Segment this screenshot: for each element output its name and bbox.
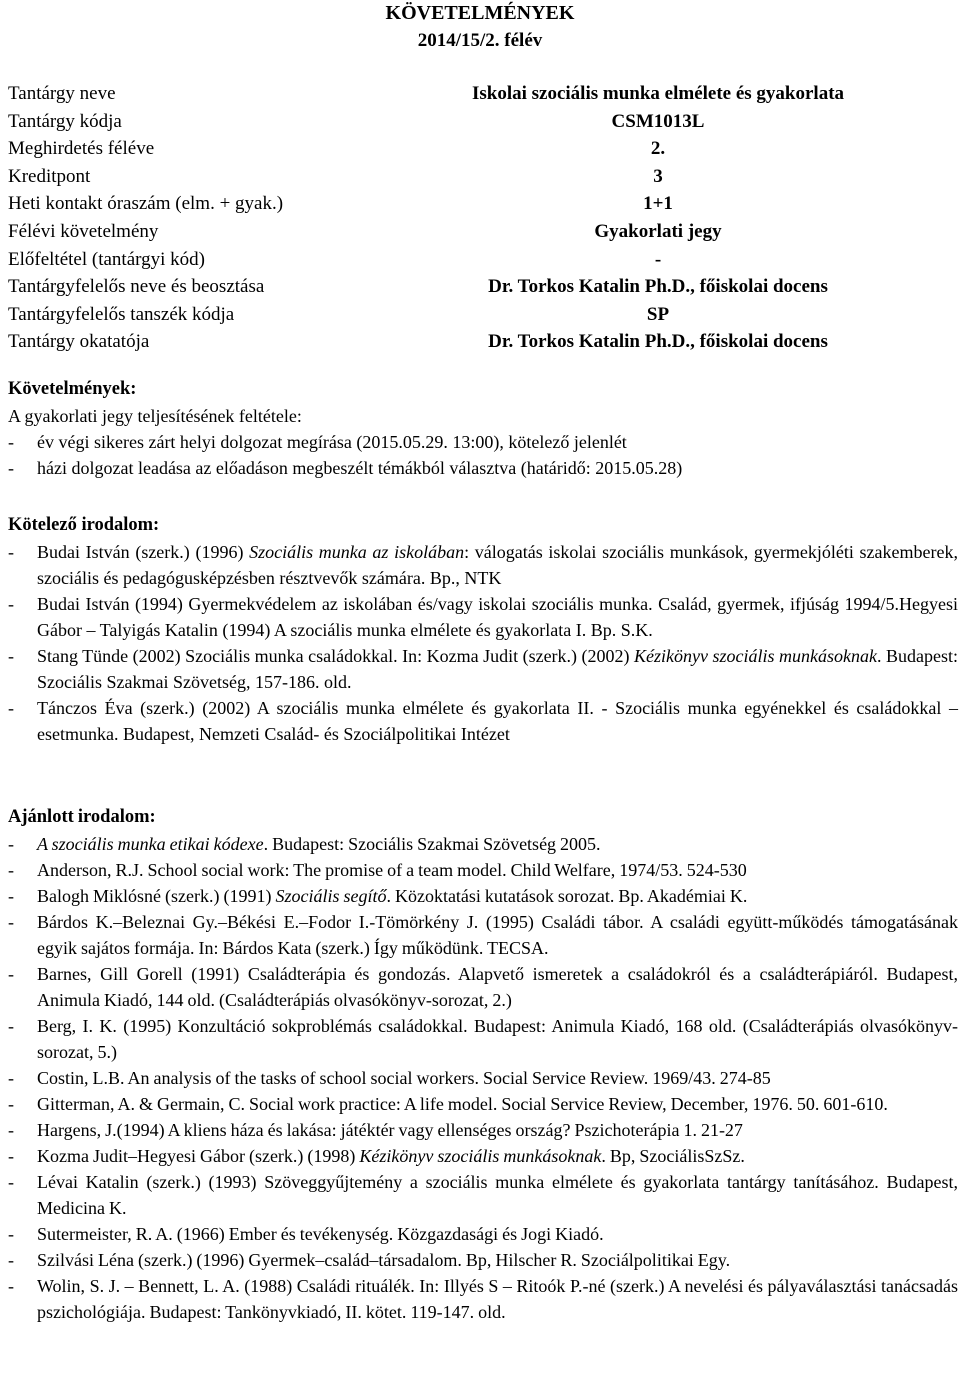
info-label: Meghirdetés féléve: [8, 138, 155, 160]
info-row-course-name: [8, 80, 958, 108]
list-item: - Hargens, J.(1994) A kliens háza és lakása: játéktér vagy ellenséges ország? Pszichoterápia 1. 21-27: [8, 1117, 958, 1143]
info-value: -: [654, 248, 662, 270]
list-item: - Bárdos K.–Beleznai Gy.–Békési E.–Fodor I.-Tömörkény J. (1995) Családi tábor. A családi együtt-működés támogatásának egyik sajátos formája. In: Bárdos Kata (szerk.) Így működünk. TECSA.: [8, 909, 958, 961]
list-item: - A szociális munka etikai kódexe. Budapest: Szociális Szakmai Szövetség 2005.: [8, 831, 958, 857]
list-item: - Berg, I. K. (1995) Konzultáció sokproblémás családokkal. Budapest: Animula Kiadó, 168 old. (Családterápiás olvasókönyv-sorozat, 5.): [8, 1013, 958, 1065]
info-label: Tantárgyfelelős tanszék kódja: [8, 303, 235, 325]
info-row-requirement: [8, 218, 958, 246]
list-item: - Lévai Katalin (szerk.) (1993) Szöveggyűjtemény a szociális munka elmélete és gyakorlata tantárgy tanításához. Budapest, Medicina K.: [8, 1169, 958, 1221]
document-title: KÖVETELMÉNYEK: [385, 2, 575, 24]
list-item: - Budai István (szerk.) (1996) Szociális munka az iskolában: válogatás iskolai szociális munkások, gyermekjóléti szakemberek, szociális és pedagógusképzésben résztvevők számára. Bp., NTK: [8, 539, 958, 591]
info-label: Félévi követelmény: [8, 220, 159, 242]
info-label: Tantárgy okatatója: [8, 331, 150, 353]
list-item: - Costin, L.B. An analysis of the tasks of school social workers. Social Service Review. 1969/43. 274-85: [8, 1065, 958, 1091]
info-row-responsible: [8, 273, 958, 301]
info-label: Tantárgy neve: [8, 83, 116, 104]
list-item: - Tánczos Éva (szerk.) (2002) A szociális munka elmélete és gyakorlata II. - Szociális munka egyénekkel és családokkal – esetmunka. Budapest, Nemzeti Család- és Szociálpolitikai Intézet: [8, 695, 958, 747]
list-item: - Kozma Judit–Hegyesi Gábor (szerk.) (1998) Kézikönyv szociális munkásoknak. Bp, SzociálisSzSz.: [8, 1143, 958, 1169]
info-value: 1+1: [643, 193, 673, 215]
mandatory-literature-section: [8, 512, 958, 747]
semester-label: 2014/15/2. félév: [417, 30, 543, 51]
recommended-list: [8, 831, 958, 1325]
list-item: - Wolin, S. J. – Bennett, L. A. (1988) Családi rituálék. In: Illyés S – Ritoók P.-né (szerk.) A nevelési és pályaválasztási tanácsadás pszichológiája. Budapest: Tankönyvkiadó, II. kötet. 119-147. old.: [8, 1273, 958, 1325]
course-info-table: [8, 80, 958, 356]
list-item: - házi dolgozat leadása az előadáson megbeszélt témákból választva (határidő: 2015.05.28): [8, 455, 958, 481]
info-label: Tantárgyfelelős neve és beosztása: [8, 276, 265, 298]
info-label: Előfeltétel (tantárgyi kód): [8, 248, 205, 270]
info-row-credits: [8, 163, 958, 191]
list-item: - év végi sikeres zárt helyi dolgozat megírása (2015.05.29. 13:00), kötelező jelenlét: [8, 429, 958, 455]
recommended-heading: Ajánlott irodalom:: [8, 807, 156, 827]
list-item: - Budai István (1994) Gyermekvédelem az iskolában és/vagy iskolai szociális munka. Család, gyermek, ifjúság 1994/5.Hegyesi Gábor – Talyigás Katalin (1994) A szociális munka elmélete és gyakorlata I. Bp. S.K.: [8, 591, 958, 643]
info-value: Gyakorlati jegy: [594, 220, 722, 242]
list-item: - Stang Tünde (2002) Szociális munka családokkal. In: Kozma Judit (szerk.) (2002) Kézikönyv szociális munkásoknak. Budapest: Szociális Szakmai Szövetség, 157-186. old.: [8, 643, 958, 695]
list-item: - Balogh Miklósné (szerk.) (1991) Szociális segítő. Közoktatási kutatások sorozat. Bp. Akadémiai K.: [8, 883, 958, 909]
info-label: Kreditpont: [8, 165, 91, 187]
list-item: - Gitterman, A. & Germain, C. Social work practice: A life model. Social Service Review, December, 1976. 50. 601-610.: [8, 1091, 958, 1117]
info-value: 3: [653, 165, 663, 187]
info-value: 2.: [650, 138, 666, 160]
info-value: CSM1013L: [611, 110, 705, 132]
info-value: Iskolai szociális munka elmélete és gyakorlata: [471, 83, 845, 104]
list-item: - Anderson, R.J. School social work: The promise of a team model. Child Welfare, 1974/53. 524-530: [8, 857, 958, 883]
mandatory-list: [8, 539, 958, 747]
requirements-list: [8, 429, 958, 481]
info-row-prerequisite: [8, 246, 958, 274]
list-item: - Sutermeister, R. A. (1966) Ember és tevékenység. Közgazdasági és Jogi Kiadó.: [8, 1221, 958, 1247]
requirements-section: [8, 376, 958, 481]
info-label: Heti kontakt óraszám (elm. + gyak.): [8, 193, 284, 215]
requirements-intro: A gyakorlati jegy teljesítésének feltétele:: [8, 406, 302, 426]
requirements-heading: Követelmények:: [8, 379, 137, 399]
info-row-semester: [8, 135, 958, 163]
info-value: Dr. Torkos Katalin Ph.D., főiskolai docens: [488, 276, 828, 298]
recommended-literature-section: [8, 804, 958, 1325]
list-item: - Barnes, Gill Gorell (1991) Családterápia és gondozás. Alapvető ismeretek a családokról és a családterápiáról. Budapest, Animula Kiadó, 144 old. (Családterápiás olvasókönyv-sorozat, 2.): [8, 961, 958, 1013]
info-row-department: [8, 301, 958, 329]
list-item: - Szilvási Léna (szerk.) (1996) Gyermek–család–társadalom. Bp, Hilscher R. Szociálpolitikai Egy.: [8, 1247, 958, 1273]
info-row-course-code: [8, 108, 958, 136]
info-row-instructor: [8, 328, 958, 356]
info-value: Dr. Torkos Katalin Ph.D., főiskolai docens: [488, 331, 828, 353]
mandatory-heading: Kötelező irodalom:: [8, 515, 160, 535]
info-value: SP: [646, 303, 670, 325]
info-label: Tantárgy kódja: [8, 110, 122, 132]
info-row-contact-hours: [8, 190, 958, 218]
